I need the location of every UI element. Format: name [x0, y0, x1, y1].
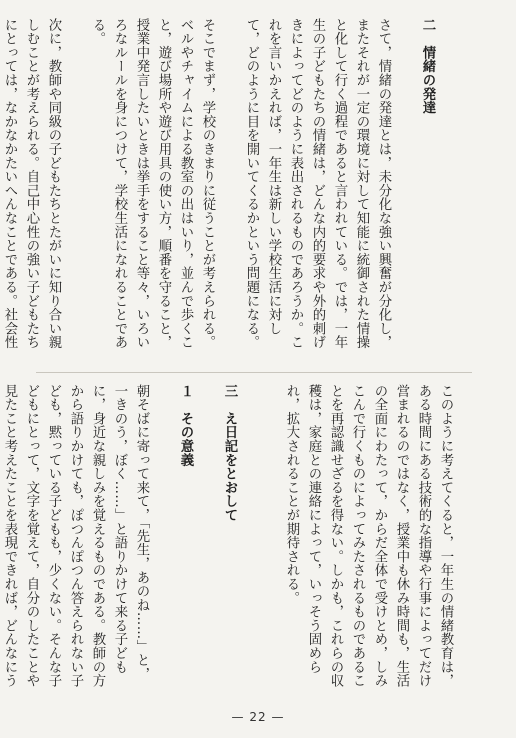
- paragraph: このように考えてくると，一年生の情緒教育は，ある時間にある技術的な指導や行事によってだけ営まれるのではなく，授業中も休み時間も，生活の全面にわたって，からだ全体で受けとめ，しみこんで行くものによってみたされるものであることを再認識せざるを得ない。しかも，これらの収穫は，家庭との連絡によって，いっそう固められ，拡大されることが期待される。: [284, 384, 453, 688]
- page-number: — 22 —: [231, 710, 285, 724]
- section-heading-picture-diary: 三 え日記をとおして: [222, 384, 237, 522]
- top-section: [2, 18, 478, 356]
- subheading-significance: １ その意義: [178, 384, 193, 467]
- paragraph: 次に，教師や同級の子どもたちとたがいに知り合い親しむことが考えられる。自己中心性の強い子どもたちにとっては，なかなかたいへんなことである。社会性: [2, 18, 61, 350]
- section-divider: [36, 372, 472, 373]
- section-heading-emotional-development: 二 情緒の発達: [420, 18, 435, 115]
- paragraph: さて，情緒の発達とは，未分化な強い興奮が分化し，またそれが一定の環境に対して知能に統御された情操と化して行く過程であると言われている。では，一年生の子どもたちの情緒は，どんな内的要求や外的刺げきによってどのように表出されるものであろうか。これを言いかえれば，一年生は新しい学校生活に対して，どのように目を開いてくるかという問題になる。: [244, 18, 391, 350]
- paragraph: そこでまず，学校のきまりに従うことが考えられる。ベルやチャイムによる教室の出はいり，並んで歩くこと，遊び場所や遊び用具の使い方，順番を守ること，授業中発言したいときは挙手をすること等々，いろいろなルールを身につけて，学校生活になれることである。: [90, 18, 215, 350]
- paragraph: 朝そばに寄って来て，「先生，あのね……」と，一きのう，ぼく……」と語りかけて来る子どもに，身近な親しみを覚えるものである。教師の方から語りかけても，ぽつんぽつん答えられない子ども，黙っている子どもも，少くない。そんな子どもにとって，文字を覚えて，自分のしたことや見たこと考えたことを表現できれば，どんなにう: [2, 384, 149, 688]
- bottom-section: [2, 384, 478, 694]
